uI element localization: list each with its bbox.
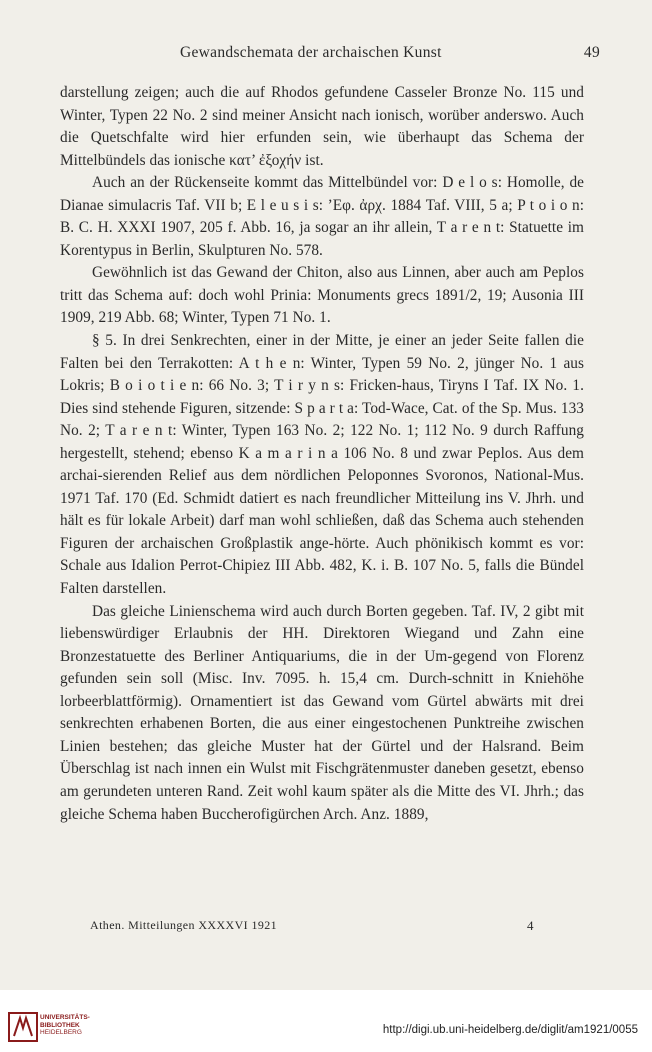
- library-logo-icon: [8, 1012, 38, 1042]
- source-url-link[interactable]: http://digi.ub.uni-heidelberg.de/diglit/am1921/0055: [382, 1024, 638, 1036]
- paragraph: § 5. In drei Senkrechten, einer in der Mitte, je einer an jeder Seite fallen die Falten bei den Terrakotten: A t h e n: Winter, Typen 59 No. 2, jünger No. 1 aus Lokris; B o i o t i e n: 66 No. 3; T i r y n s: Fricken-haus, Tiryns I Taf. IX No. 1. Dies sind stehende Figuren, sitzende: S p a r t a: Tod-Wace, Cat. of the Sp. Mus. 133 No. 2; T a r e n t: Winter, Typen 163 No. 2; 122 No. 1; 112 No. 9 durch Raffung hergestellt, stehend; ebenso K a m a r i n a 106 No. 8 und zwar Peplos. Aus dem archai-sierenden Relief aus dem nördlichen Peloponnes Svoronos, National-Mus. 1971 Taf. 170 (Ed. Schmidt datiert es nach freundlicher Mitteilung ins V. Jhrh. und hält es für lokale Arbeit) darf man wohl schließen, daß das Schema auch stehenden Figuren der archaischen Großplastik ange-hörte. Auch phönikisch kommt es vor: Schale aus Idalion Perrot-Chipiez III Abb. 482, K. i. B. 107 No. 5, falls die Bündel Falten darstellen.: [60, 332, 584, 598]
- library-name: UNIVERSITÄTS- BIBLIOTHEK HEIDELBERG: [40, 1014, 90, 1036]
- body-text: [60, 82, 584, 826]
- library-footer-bar: [0, 990, 652, 1052]
- signature-number: 4: [527, 918, 534, 933]
- signature-mark: Athen. Mitteilungen XXXXVI 1921: [90, 918, 278, 932]
- page-number: 49: [583, 44, 600, 61]
- running-title: Gewandschemata der archaischen Kunst: [180, 44, 442, 61]
- paragraph: Auch an der Rückenseite kommt das Mittelbündel vor: D e l o s: Homolle, de Dianae simulacris Taf. VII b; E l e u s i s: ’Εφ. ἀρχ. 1884 Taf. VIII, 5 a; P t o i o n: B. C. H. XXXI 1907, 205 f. Abb. 16, ja sogar an ihr allein, T a r e n t: Statuette im Korentypus in Berlin, Skulpturen No. 578.: [60, 174, 584, 259]
- paragraph: darstellung zeigen; auch die auf Rhodos gefundene Casseler Bronze No. 115 und Winter, Typen 22 No. 2 sind meiner Ansicht nach ionisch, worüber anderswo. Auch die Quetschfalte wird hier erfunden sein, wie überhaupt das Schema der Mittelbündels das ionische κατ’ ἐξοχήν ist.: [60, 84, 584, 169]
- paragraph: Das gleiche Linienschema wird auch durch Borten gegeben. Taf. IV, 2 gibt mit liebenswürdiger Erlaubnis der HH. Direktoren Wiegand und Zahn eine Bronzestatuette des Berliner Antiquariums, die in der Um-gegend von Florenz gefunden sein soll (Misc. Inv. 7095. h. 15,4 cm. Durch-schnitt in Kniehöhe lorbeerblattförmig). Ornamentiert ist das Gewand vom Gürtel abwärts mit drei senkrechten erhabenen Borten, die aus einer eingestochenen Punktreihe zwischen Linien bestehen; das gleiche Muster hat der Gürtel und der Halsrand. Beim Überschlag ist nach innen ein Wulst mit Fischgrätenmuster daneben gesetzt, ebenso am gerundeten unteren Rand. Zeit wohl kaum später als die Mitte des VI. Jhrh.; das gleiche Schema haben Buccherofigürchen Arch. Anz. 1889,: [60, 602, 584, 823]
- paragraph: Gewöhnlich ist das Gewand der Chiton, also aus Linnen, aber auch am Peplos tritt das Schema auf: doch wohl Prinia: Monuments grecs 1891/2, 19; Ausonia III 1909, 219 Abb. 68; Winter, Typen 71 No. 1.: [60, 264, 584, 327]
